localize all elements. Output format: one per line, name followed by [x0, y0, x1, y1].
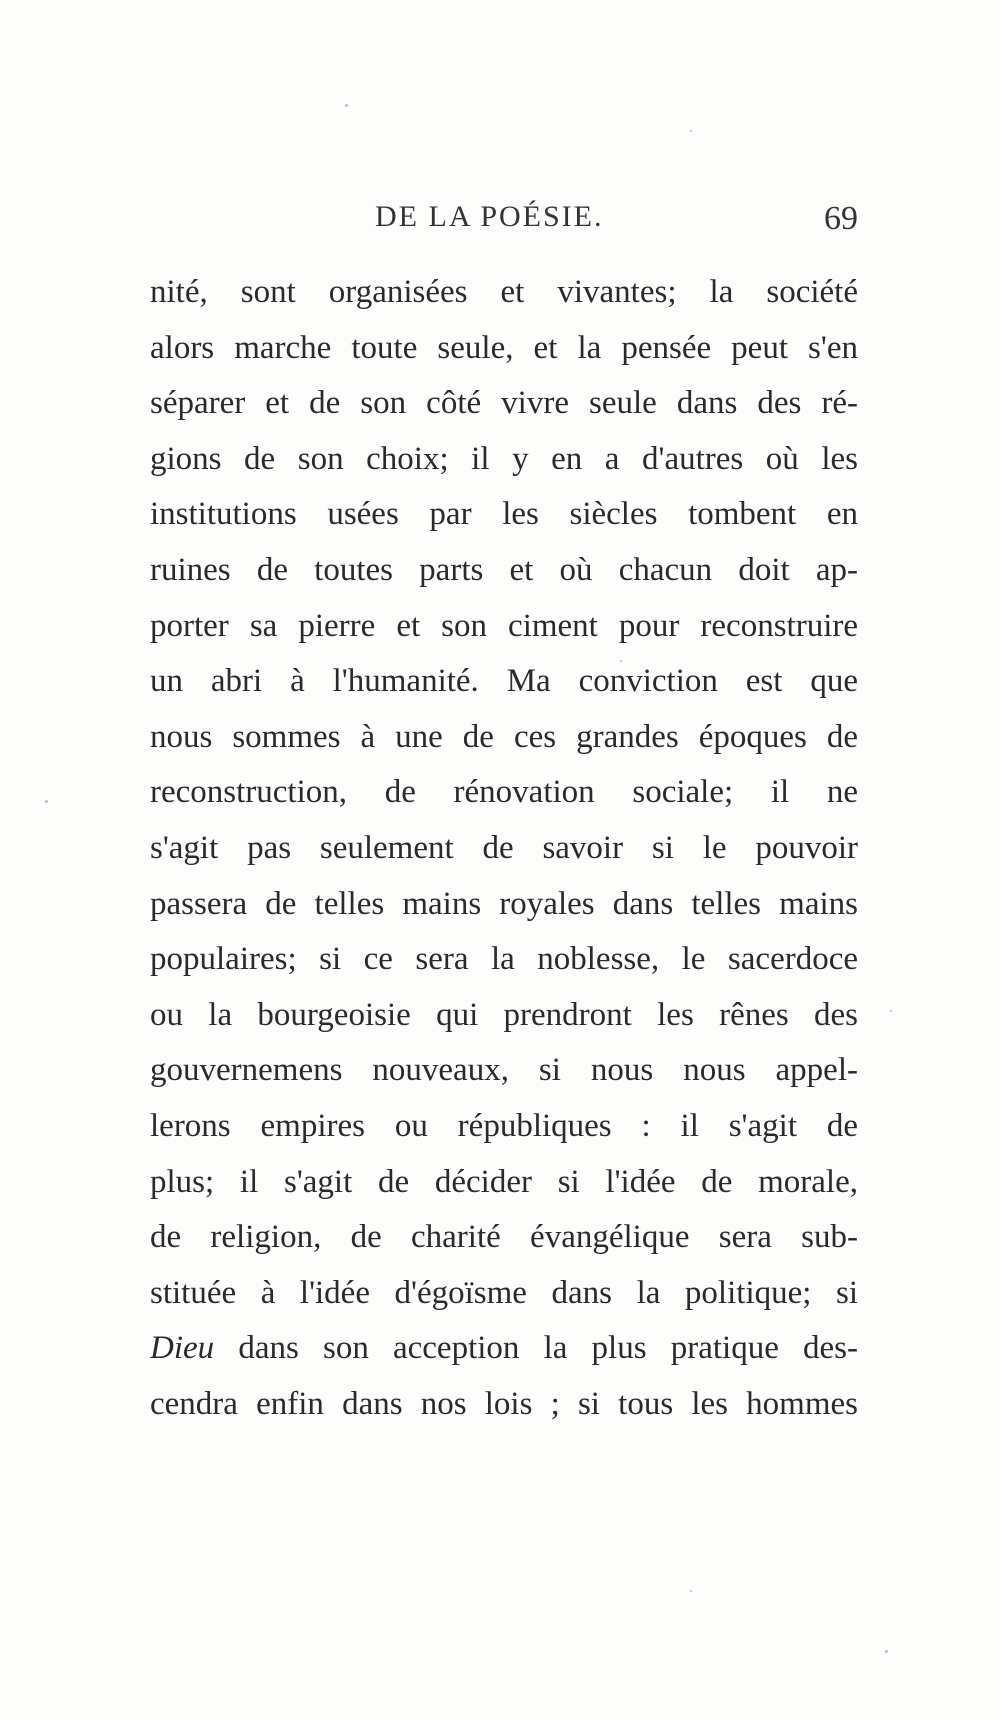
text-line-dieu — [150, 1321, 858, 1377]
text-line: alors marche toute seule, et la pensée peut s'en — [150, 329, 858, 366]
text-line: institutions usées par les siècles tombent en — [150, 496, 858, 533]
text-line: nité, sont organisées et vivantes; la société — [150, 274, 858, 310]
text-line: stituée à l'idée d'égoïsme dans la politique; si — [150, 1274, 858, 1311]
text-line: un abri à l'humanité. Ma conviction est que — [150, 663, 858, 700]
text-line: gions de son choix; il y en a d'autres où les — [150, 440, 858, 477]
italic-word-dieu: Dieu — [150, 1330, 215, 1367]
paper-speck — [885, 1650, 888, 1653]
page-number: 69 — [824, 200, 858, 237]
text-line: porter sa pierre et son ciment pour reconstruire — [150, 607, 858, 644]
text-line: lerons empires ou républiques : il s'agit de — [150, 1107, 858, 1144]
text-line: séparer et de son côté vivre seule dans des ré- — [150, 385, 858, 422]
body-text — [150, 265, 858, 1432]
text-line: plus; il s'agit de décider si l'idée de morale, — [150, 1163, 858, 1200]
paper-speck — [690, 1590, 692, 1592]
text-line: reconstruction, de rénovation sociale; il ne — [150, 774, 858, 811]
text-line: de religion, de charité évangélique sera sub- — [150, 1219, 858, 1256]
text-line: passera de telles mains royales dans telles mains — [150, 885, 858, 922]
text-line: ruines de toutes parts et où chacun doit ap- — [150, 551, 858, 588]
paper-speck — [890, 1010, 892, 1012]
paper-speck — [690, 130, 692, 132]
paper-speck — [345, 104, 348, 107]
text-line: s'agit pas seulement de savoir si le pouvoir — [150, 829, 858, 866]
running-title: DE LA POÉSIE. — [375, 200, 604, 233]
text-line: ou la bourgeoisie qui prendront les rênes des — [150, 996, 858, 1033]
paper-speck — [620, 660, 622, 662]
text-line: populaires; si ce sera la noblesse, le sacerdoce — [150, 941, 858, 978]
running-head — [150, 200, 858, 250]
text-line: gouvernemens nouveaux, si nous nous appel- — [150, 1052, 858, 1089]
paper-speck — [45, 800, 48, 803]
text-line-last: cendra enfin dans nos lois ; si tous les hommes — [150, 1385, 858, 1422]
text-line: nous sommes à une de ces grandes époques de — [150, 718, 858, 755]
text-line-dieu-rest: dans son acception la plus pratique des- — [238, 1330, 858, 1367]
